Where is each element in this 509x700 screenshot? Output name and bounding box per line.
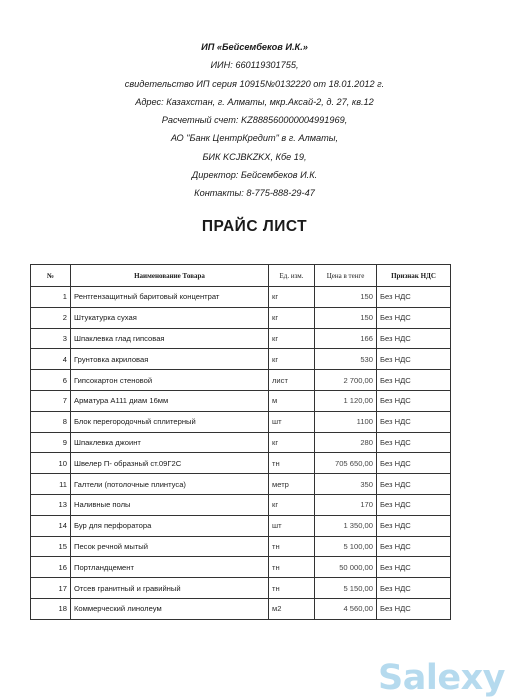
company-bik: БИК KCJBKZKX, Кбе 19, (202, 151, 307, 162)
company-iin: ИИН: 660119301755, (210, 60, 299, 71)
cell-vat: Без НДС (377, 370, 451, 391)
cell-number: 9 (31, 432, 71, 453)
table-row (31, 307, 451, 328)
cell-name: Шпаклевка глад гипсовая (71, 328, 269, 349)
cell-unit: шт (269, 411, 315, 432)
cell-vat: Без НДС (377, 432, 451, 453)
cell-unit: шт (269, 515, 315, 536)
cell-name: Грунтовка акриловая (71, 349, 269, 370)
table-header-row (31, 265, 451, 287)
table-row (31, 370, 451, 391)
company-account: Расчетный счет: KZ888560000004991969, (161, 115, 348, 126)
cell-name: Рентгензащитный баритовый концентрат (71, 287, 269, 308)
company-certificate: свидетельство ИП серия 10915№0132220 от 18.01.2012 г. (124, 78, 385, 89)
cell-number: 16 (31, 557, 71, 578)
cell-number: 15 (31, 536, 71, 557)
cell-price: 530 (315, 349, 377, 370)
cell-number: 3 (31, 328, 71, 349)
table-row (31, 349, 451, 370)
cell-number: 10 (31, 453, 71, 474)
cell-name: Швелер П- образный ст.09Г2С (71, 453, 269, 474)
watermark-logo: Salexy (378, 658, 505, 698)
cell-unit: кг (269, 287, 315, 308)
cell-unit: м2 (269, 598, 315, 619)
cell-number: 7 (31, 390, 71, 411)
cell-unit: тн (269, 578, 315, 599)
cell-name: Портландцемент (71, 557, 269, 578)
cell-vat: Без НДС (377, 494, 451, 515)
table-row (31, 328, 451, 349)
table-row (31, 411, 451, 432)
cell-name: Песок речной мытый (71, 536, 269, 557)
cell-vat: Без НДС (377, 307, 451, 328)
cell-unit: кг (269, 494, 315, 515)
cell-number: 13 (31, 494, 71, 515)
cell-price: 1 350,00 (315, 515, 377, 536)
cell-unit: кг (269, 307, 315, 328)
cell-name: Шпаклевка джоинт (71, 432, 269, 453)
cell-number: 6 (31, 370, 71, 391)
company-bank: АО "Банк ЦентрКредит" в г. Алматы, (170, 133, 339, 144)
company-name: ИП «Бейсембеков И.К.» (201, 42, 308, 52)
table-row (31, 432, 451, 453)
cell-name: Арматура А111 диам 16мм (71, 390, 269, 411)
cell-vat: Без НДС (377, 474, 451, 495)
cell-vat: Без НДС (377, 349, 451, 370)
column-header-vat: Признак НДС (377, 265, 451, 287)
cell-vat: Без НДС (377, 411, 451, 432)
company-details (0, 38, 509, 203)
cell-price: 166 (315, 328, 377, 349)
page-title: ПРАЙС ЛИСТ (201, 218, 308, 235)
cell-price: 4 560,00 (315, 598, 377, 619)
cell-vat: Без НДС (377, 453, 451, 474)
table-row (31, 453, 451, 474)
cell-price: 705 650,00 (315, 453, 377, 474)
cell-price: 50 000,00 (315, 557, 377, 578)
column-header-price: Цена в тенге (315, 265, 377, 287)
cell-name: Наливные полы (71, 494, 269, 515)
cell-vat: Без НДС (377, 578, 451, 599)
cell-number: 17 (31, 578, 71, 599)
cell-price: 5 150,00 (315, 578, 377, 599)
table-row (31, 598, 451, 619)
cell-vat: Без НДС (377, 328, 451, 349)
cell-price: 150 (315, 307, 377, 328)
table-row (31, 578, 451, 599)
cell-price: 2 700,00 (315, 370, 377, 391)
cell-vat: Без НДС (377, 390, 451, 411)
table-row (31, 536, 451, 557)
cell-unit: кг (269, 328, 315, 349)
table-row (31, 557, 451, 578)
cell-unit: кг (269, 432, 315, 453)
cell-price: 5 100,00 (315, 536, 377, 557)
cell-vat: Без НДС (377, 536, 451, 557)
cell-vat: Без НДС (377, 598, 451, 619)
price-table-body (31, 287, 451, 620)
cell-vat: Без НДС (377, 557, 451, 578)
company-director: Директор: Бейсембеков И.К. (191, 170, 318, 181)
table-row (31, 287, 451, 308)
column-header-number: № (31, 265, 71, 287)
cell-unit: тн (269, 557, 315, 578)
cell-unit: тн (269, 453, 315, 474)
cell-unit: тн (269, 536, 315, 557)
table-row (31, 494, 451, 515)
cell-unit: лист (269, 370, 315, 391)
cell-unit: кг (269, 349, 315, 370)
cell-price: 1 120,00 (315, 390, 377, 411)
cell-name: Гипсокартон стеновой (71, 370, 269, 391)
cell-number: 4 (31, 349, 71, 370)
cell-price: 170 (315, 494, 377, 515)
cell-name: Бур для перфоратора (71, 515, 269, 536)
cell-price: 150 (315, 287, 377, 308)
table-row (31, 515, 451, 536)
company-contacts: Контакты: 8-775-888-29-47 (194, 188, 315, 199)
cell-unit: метр (269, 474, 315, 495)
column-header-unit: Ед. изм. (269, 265, 315, 287)
cell-number: 8 (31, 411, 71, 432)
cell-number: 11 (31, 474, 71, 495)
company-address: Адрес: Казахстан, г. Алматы, мкр.Аксай-2, д. 27, кв.12 (135, 96, 374, 107)
cell-number: 2 (31, 307, 71, 328)
cell-price: 1100 (315, 411, 377, 432)
column-header-name: Наименование Товара (71, 265, 269, 287)
price-table (30, 264, 451, 620)
cell-name: Коммерческий линолеум (71, 598, 269, 619)
cell-name: Отсев гранитный и гравийный (71, 578, 269, 599)
cell-price: 280 (315, 432, 377, 453)
cell-number: 18 (31, 598, 71, 619)
table-row (31, 474, 451, 495)
cell-number: 14 (31, 515, 71, 536)
cell-price: 350 (315, 474, 377, 495)
cell-name: Блок перегородочный сплитерный (71, 411, 269, 432)
cell-vat: Без НДС (377, 515, 451, 536)
cell-unit: м (269, 390, 315, 411)
cell-name: Галтели (потолочные плинтуса) (71, 474, 269, 495)
cell-name: Штукатурка сухая (71, 307, 269, 328)
table-row (31, 390, 451, 411)
cell-vat: Без НДС (377, 287, 451, 308)
cell-number: 1 (31, 287, 71, 308)
